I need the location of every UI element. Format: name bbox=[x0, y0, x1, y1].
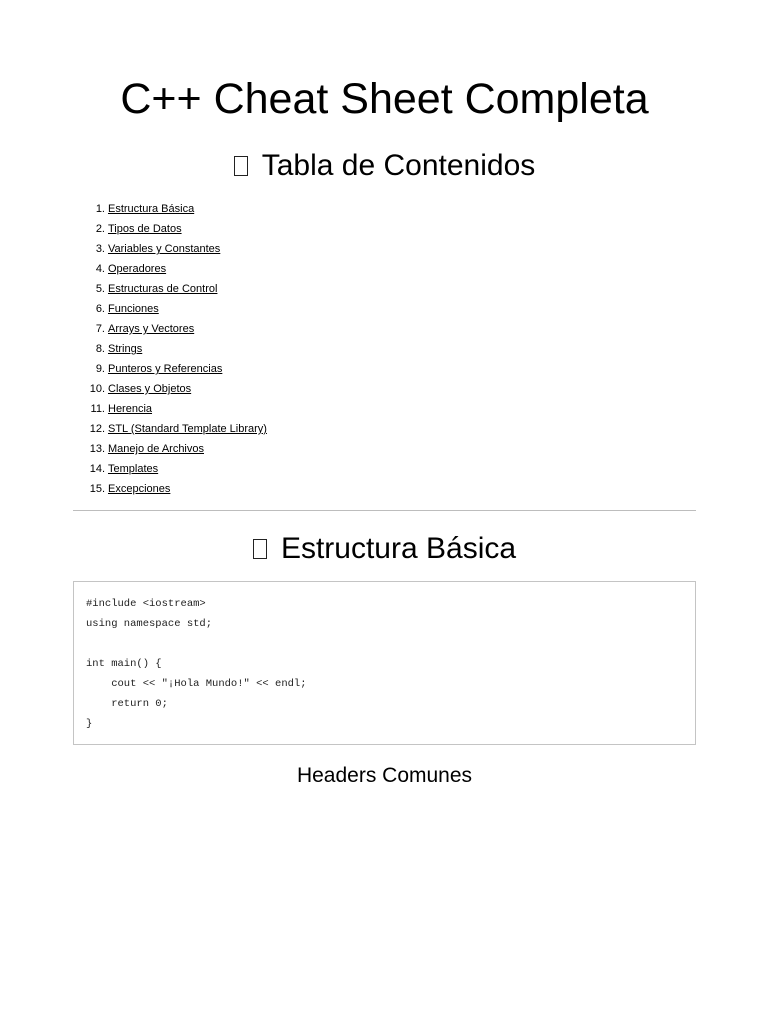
toc-item bbox=[73, 459, 696, 479]
toc-link-strings[interactable]: Strings bbox=[108, 343, 143, 355]
toc-heading-text: Tabla de Contenidos bbox=[261, 149, 536, 182]
toc-item-number: 5. bbox=[95, 283, 105, 295]
toc-item-number: 15. bbox=[89, 483, 105, 495]
toc-item-number: 4. bbox=[95, 263, 105, 275]
subheading-headers-comunes: Headers Comunes bbox=[296, 764, 473, 787]
toc-link-templates[interactable]: Templates bbox=[108, 463, 159, 475]
toc-item bbox=[73, 259, 696, 279]
missing-glyph-icon bbox=[234, 156, 248, 176]
toc-item-number: 14. bbox=[89, 463, 105, 475]
missing-glyph-icon bbox=[253, 539, 267, 559]
toc-item-number: 12. bbox=[89, 423, 105, 435]
toc-item bbox=[73, 399, 696, 419]
toc-item-number: 2. bbox=[95, 223, 105, 235]
toc-link-clases-objetos[interactable]: Clases y Objetos bbox=[108, 383, 192, 395]
toc-item bbox=[73, 359, 696, 379]
toc-item-number: 3. bbox=[95, 243, 105, 255]
toc-item bbox=[73, 299, 696, 319]
toc-link-estructura-basica[interactable]: Estructura Básica bbox=[108, 203, 195, 215]
toc-link-funciones[interactable]: Funciones bbox=[108, 303, 159, 315]
toc-link-herencia[interactable]: Herencia bbox=[108, 403, 153, 415]
toc-item bbox=[73, 319, 696, 339]
toc-item bbox=[73, 279, 696, 299]
section-heading-text: Estructura Básica bbox=[280, 532, 517, 565]
toc-link-arrays-vectores[interactable]: Arrays y Vectores bbox=[108, 323, 195, 335]
toc-item bbox=[73, 339, 696, 359]
code-content: #include <iostream> using namespace std; int main() { cout << "¡Hola Mundo!" << endl; return 0; } bbox=[86, 598, 307, 730]
toc-item-number: 10. bbox=[89, 383, 105, 395]
section-divider bbox=[73, 510, 696, 511]
toc-item-number: 7. bbox=[95, 323, 105, 335]
toc-link-stl[interactable]: STL (Standard Template Library) bbox=[108, 423, 267, 435]
toc-item bbox=[73, 419, 696, 439]
toc-item bbox=[73, 439, 696, 459]
table-of-contents bbox=[73, 199, 696, 499]
toc-item-number: 1. bbox=[95, 203, 105, 215]
toc-item bbox=[73, 239, 696, 259]
toc-item-number: 6. bbox=[95, 303, 105, 315]
section-heading-estructura-basica bbox=[73, 531, 696, 567]
code-block bbox=[73, 581, 696, 745]
toc-link-punteros-referencias[interactable]: Punteros y Referencias bbox=[108, 363, 223, 375]
toc-item bbox=[73, 479, 696, 499]
page-title: C++ Cheat Sheet Completa bbox=[120, 75, 649, 123]
toc-link-manejo-archivos[interactable]: Manejo de Archivos bbox=[108, 443, 204, 455]
toc-link-tipos-de-datos[interactable]: Tipos de Datos bbox=[108, 223, 182, 235]
toc-link-operadores[interactable]: Operadores bbox=[108, 263, 167, 275]
toc-link-variables-constantes[interactable]: Variables y Constantes bbox=[108, 243, 221, 255]
toc-link-estructuras-control[interactable]: Estructuras de Control bbox=[108, 283, 218, 295]
toc-item bbox=[73, 199, 696, 219]
toc-link-excepciones[interactable]: Excepciones bbox=[108, 483, 171, 495]
toc-item-number: 11. bbox=[90, 403, 105, 415]
toc-item-number: 8. bbox=[95, 343, 105, 355]
toc-item-number: 13. bbox=[89, 443, 105, 455]
toc-item bbox=[73, 219, 696, 239]
toc-item bbox=[73, 379, 696, 399]
toc-item-number: 9. bbox=[95, 363, 105, 375]
toc-heading bbox=[73, 148, 696, 184]
